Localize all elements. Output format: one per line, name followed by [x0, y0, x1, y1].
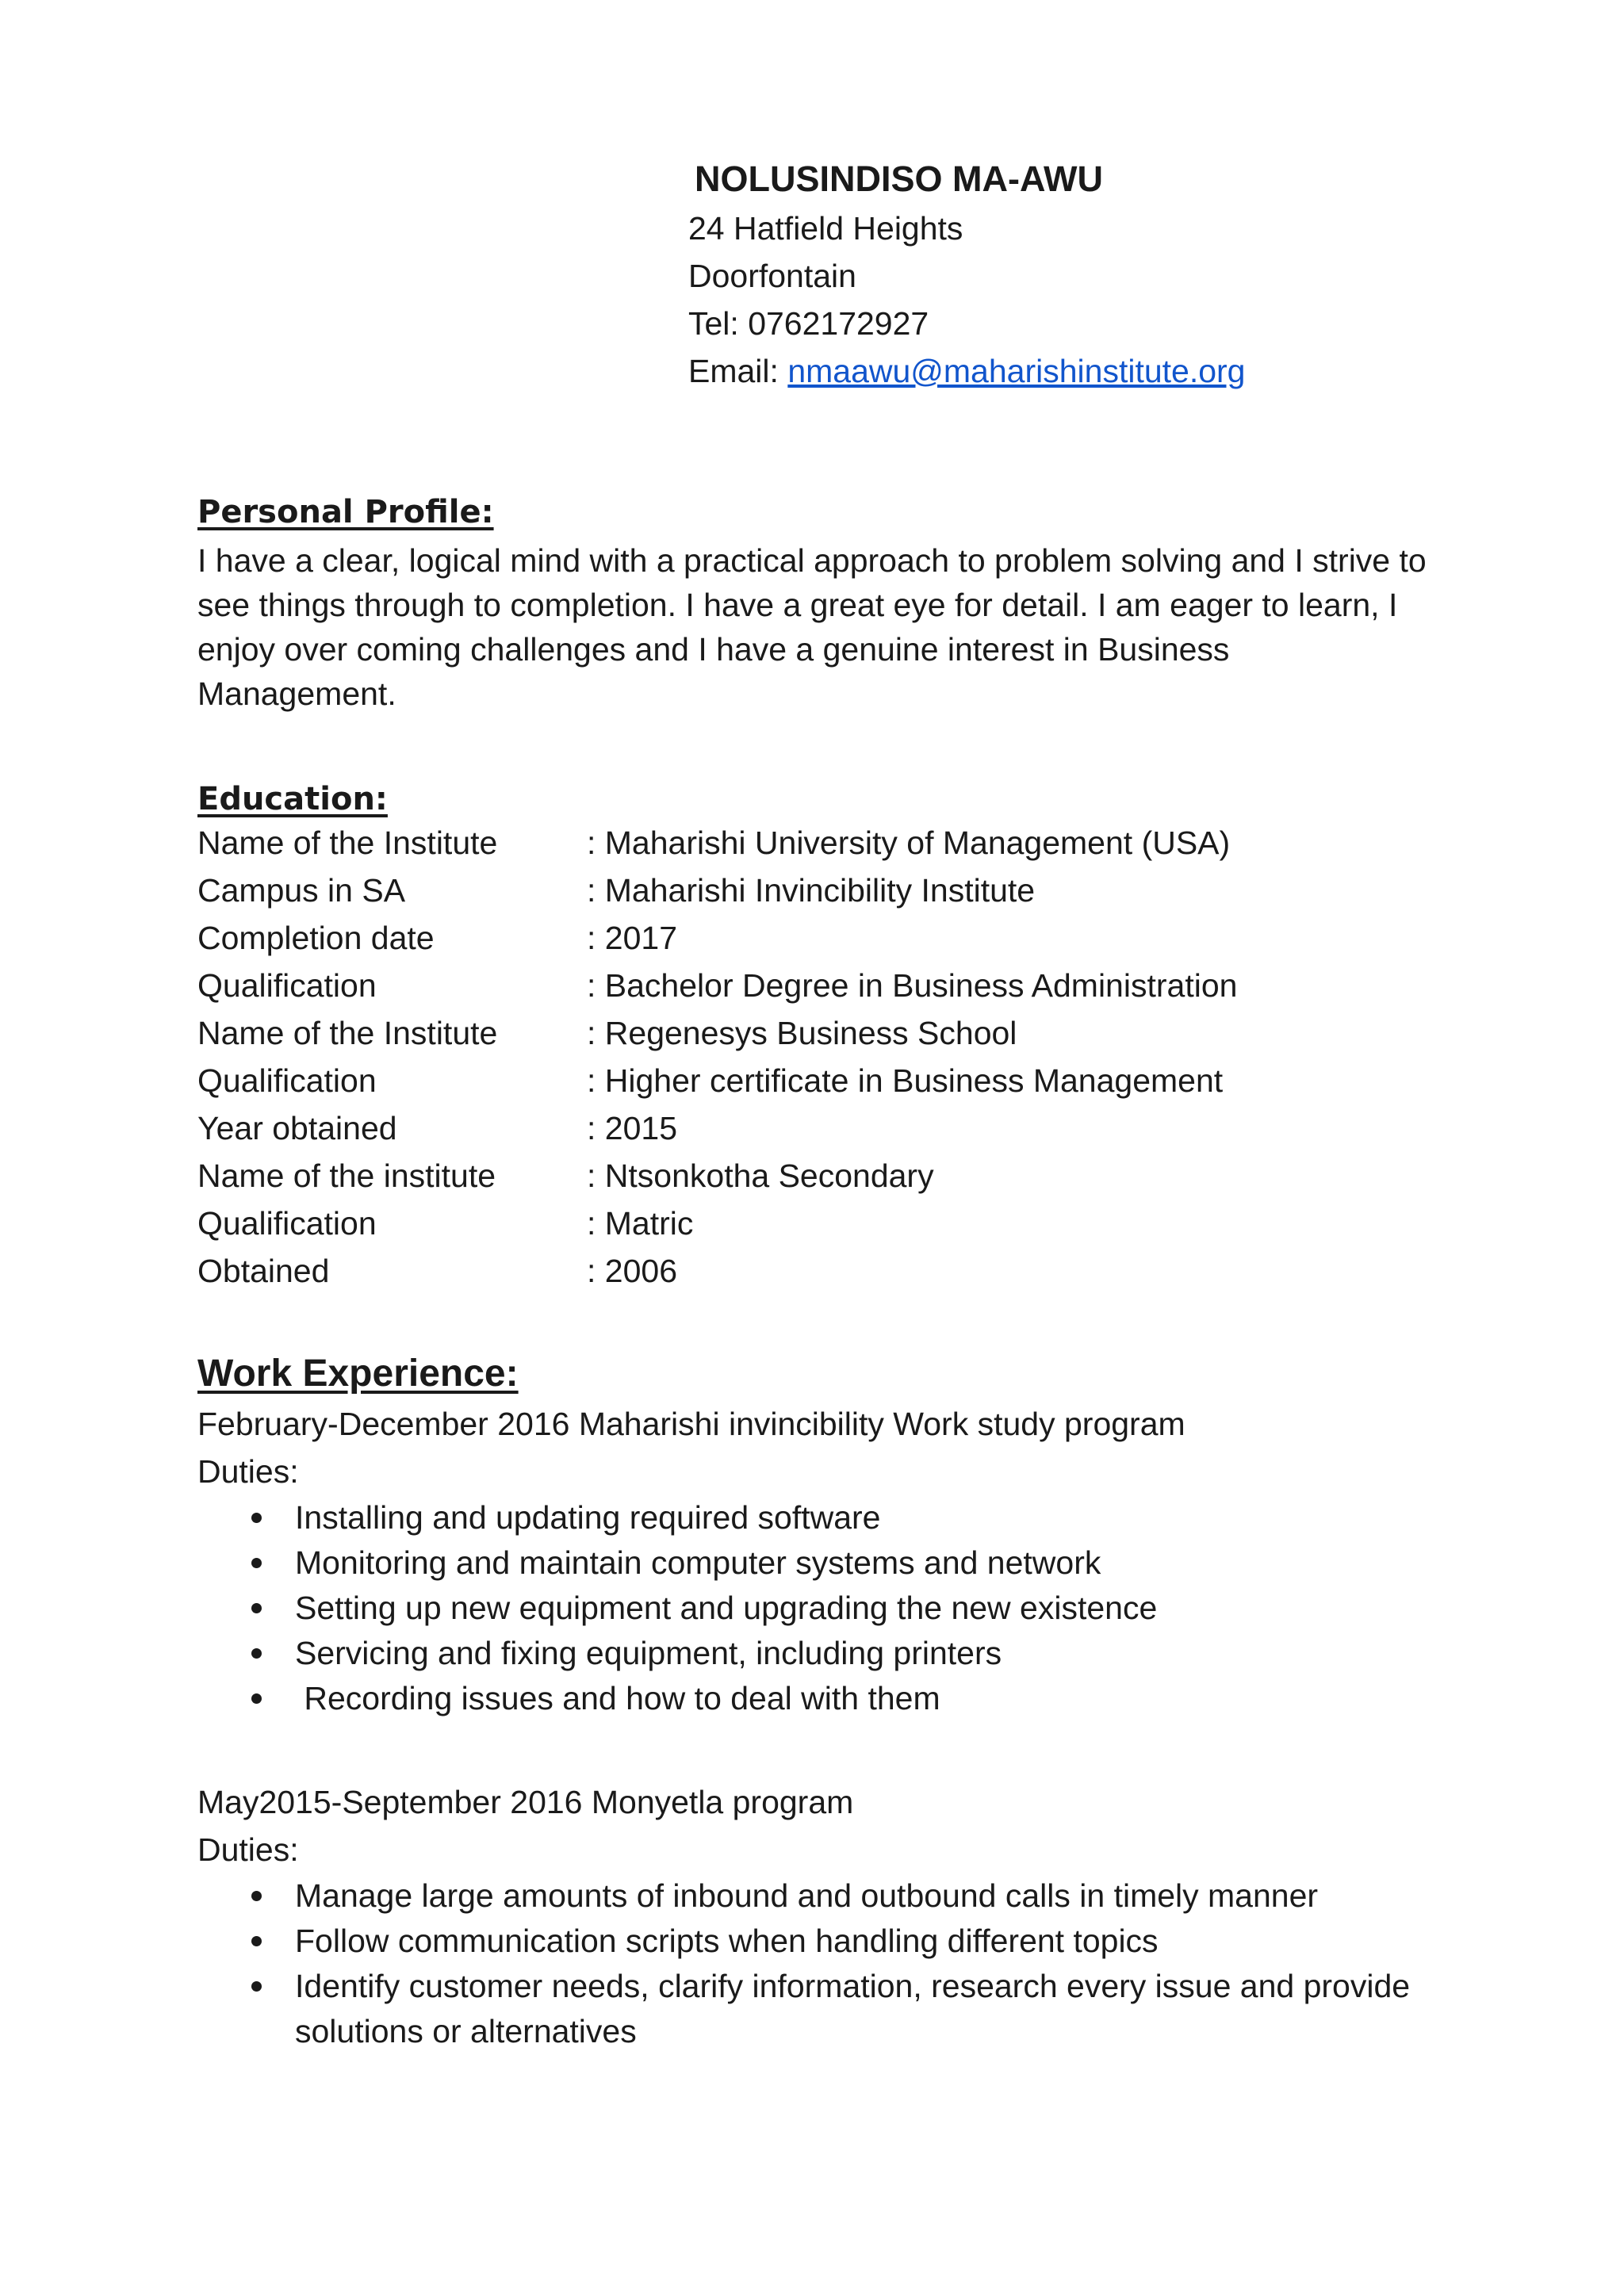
education-label: Completion date: [197, 920, 435, 956]
bullet-icon: [251, 1891, 262, 1901]
education-row: [197, 962, 1434, 1009]
duty-item: [197, 1495, 1434, 1540]
duty-text: Identify customer needs, clarify information, research every issue and provide solutions or alternatives: [295, 1968, 1411, 2049]
duties-list: [197, 1495, 1434, 1721]
bullet-icon: [251, 1603, 262, 1613]
job-title: May2015-September 2016 Monyetla program: [197, 1784, 854, 1820]
education-value: : 2006: [587, 1253, 677, 1289]
duty-text: Setting up new equipment and upgrading the new existence: [295, 1590, 1158, 1626]
education-value: : 2017: [587, 920, 677, 956]
education-label: Name of the Institute: [197, 1015, 498, 1051]
personal-profile-text: I have a clear, logical mind with a practical approach to problem solving and I strive to see things through to completion. I have a great eye for detail. I am eager to learn, I enjoy over coming challenges and I have a genuine interest in Business Management.: [197, 542, 1427, 712]
personal-profile-heading: Personal Profile:: [197, 494, 494, 530]
education-value: : Ntsonkotha Secondary: [587, 1158, 934, 1194]
duty-item: [197, 1873, 1434, 1919]
education-value: : Regenesys Business School: [587, 1015, 1017, 1051]
education-label: Year obtained: [197, 1110, 397, 1146]
duty-text: Installing and updating required software: [295, 1499, 881, 1536]
education-label: Qualification: [197, 1062, 377, 1099]
education-row: [197, 1009, 1434, 1057]
duties-label: Duties:: [197, 1831, 299, 1868]
duty-item: [197, 1540, 1434, 1586]
education-value: : Maharishi University of Management (USA): [587, 825, 1231, 861]
duties-list: [197, 1873, 1434, 2054]
duty-text: Follow communication scripts when handling different topics: [295, 1923, 1159, 1959]
address-line-1: 24 Hatfield Heights: [688, 210, 963, 247]
bullet-icon: [251, 1981, 262, 1992]
work-experience-section: [197, 1352, 1434, 2054]
education-value: : 2015: [587, 1110, 677, 1146]
education-row: [197, 819, 1434, 867]
email-line: [688, 347, 1245, 395]
education-value: : Matric: [587, 1205, 694, 1242]
education-section: [197, 781, 1434, 1295]
duty-item: [197, 1586, 1434, 1631]
education-row: [197, 1057, 1434, 1104]
education-value: : Bachelor Degree in Business Administration: [587, 967, 1238, 1004]
candidate-name: NOLUSINDISO MA-AWU: [695, 159, 1103, 199]
education-value: : Maharishi Invincibility Institute: [587, 872, 1036, 909]
education-row: [197, 867, 1434, 914]
education-row: [197, 1247, 1434, 1295]
address-line-2: Doorfontain: [688, 258, 856, 294]
job-entry: [197, 1778, 1434, 2054]
bullet-icon: [251, 1648, 262, 1659]
education-row: [197, 1200, 1434, 1247]
education-label: Campus in SA: [197, 872, 406, 909]
work-experience-heading: Work Experience:: [197, 1353, 519, 1395]
bullet-icon: [251, 1936, 262, 1946]
bullet-icon: [251, 1558, 262, 1568]
education-value: : Higher certificate in Business Management: [587, 1062, 1224, 1099]
education-label: Qualification: [197, 967, 377, 1004]
education-label: Name of the institute: [197, 1158, 496, 1194]
telephone: Tel: 0762172927: [688, 305, 929, 342]
duty-item: [197, 1676, 1434, 1721]
personal-profile-section: [197, 494, 1434, 716]
education-label: Obtained: [197, 1253, 330, 1289]
contact-header: [688, 155, 1245, 395]
job-entry: [197, 1400, 1434, 1721]
email-link[interactable]: nmaawu@maharishinstitute.org: [787, 353, 1246, 389]
education-label: Qualification: [197, 1205, 377, 1242]
bullet-icon: [251, 1693, 262, 1704]
duty-text: Recording issues and how to deal with them: [295, 1680, 940, 1716]
duty-text: Monitoring and maintain computer systems and network: [295, 1544, 1101, 1581]
education-row: [197, 1152, 1434, 1200]
duty-text: Manage large amounts of inbound and outbound calls in timely manner: [295, 1877, 1319, 1914]
duty-item: [197, 1919, 1434, 1964]
education-heading: Education:: [197, 781, 388, 817]
job-title: February-December 2016 Maharishi invincibility Work study program: [197, 1406, 1185, 1442]
duty-item: [197, 1631, 1434, 1676]
education-label: Name of the Institute: [197, 825, 498, 861]
bullet-icon: [251, 1513, 262, 1523]
email-label: Email:: [688, 353, 788, 389]
duty-item: [197, 1964, 1434, 2054]
duties-label: Duties:: [197, 1453, 299, 1490]
education-row: [197, 914, 1434, 962]
education-row: [197, 1104, 1434, 1152]
duty-text: Servicing and fixing equipment, including printers: [295, 1635, 1002, 1671]
